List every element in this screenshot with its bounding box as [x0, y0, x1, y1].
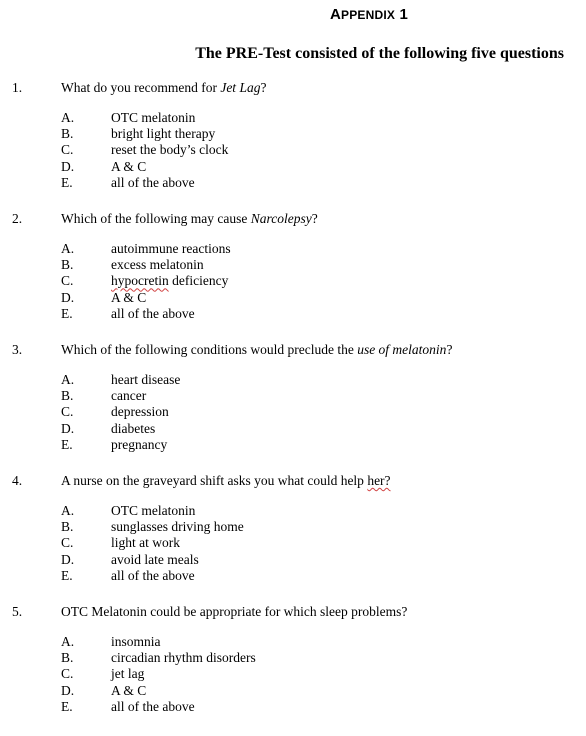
appendix-heading-initial: A [329, 6, 341, 23]
answer-option [0, 126, 586, 142]
answer-option [0, 273, 586, 289]
answer-option [0, 683, 586, 699]
option-text: sunglasses driving home [111, 519, 244, 535]
answer-option [0, 503, 586, 519]
option-letter: A. [61, 241, 75, 256]
option-text: all of the above [111, 305, 195, 321]
option-letter: E. [61, 698, 73, 714]
answer-options [0, 503, 586, 584]
option-letter: E. [61, 305, 73, 321]
option-letter: A. [61, 372, 75, 387]
option-letter: A. [61, 634, 75, 649]
question-text-end: ? [260, 80, 267, 95]
option-letter: B. [61, 388, 74, 404]
option-letter: D. [61, 551, 75, 567]
question-number: 2. [12, 211, 23, 226]
option-text: avoid late meals [111, 551, 199, 567]
answer-option [0, 388, 586, 404]
option-letter: C. [61, 535, 74, 551]
option-text: light at work [111, 535, 180, 551]
option-text-rest: deficiency [168, 273, 229, 289]
question-number: 3. [12, 342, 23, 357]
option-text: A & C [111, 158, 147, 174]
question-text-italic: Jet Lag [220, 80, 261, 95]
question-text-italic: Narcolepsy [250, 211, 312, 226]
option-text: circadian rhythm disorders [111, 650, 256, 666]
appendix-heading-number: 1 [395, 6, 408, 23]
answer-option [0, 421, 586, 437]
answer-option [0, 519, 586, 535]
option-letter: E. [61, 436, 73, 452]
answer-option [0, 634, 586, 650]
appendix-heading-rest: PPENDIX [340, 8, 396, 22]
option-letter: C. [61, 404, 74, 420]
option-text: all of the above [111, 174, 195, 190]
option-text [111, 273, 228, 289]
question-text: OTC Melatonin could be appropriate for which sleep problems? [61, 604, 408, 619]
document-subtitle: The PRE-Test consisted of the following five questions [195, 45, 564, 62]
option-letter: D. [61, 420, 75, 436]
question-text-end: ? [311, 211, 318, 226]
answer-option [0, 142, 586, 158]
option-text: A & C [111, 682, 147, 698]
answer-option [0, 290, 586, 306]
question-text [61, 473, 391, 489]
answer-options [0, 241, 586, 322]
answer-option [0, 404, 586, 420]
answer-option [0, 650, 586, 666]
question-text-plain: Which of the following may cause [61, 211, 251, 226]
question-text [61, 342, 452, 358]
answer-option [0, 110, 586, 126]
answer-option [0, 535, 586, 551]
question-number: 5. [12, 604, 23, 619]
option-text: jet lag [111, 666, 145, 682]
answer-option [0, 257, 586, 273]
option-letter: B. [61, 650, 74, 666]
option-text: bright light therapy [111, 126, 216, 142]
answer-option [0, 699, 586, 715]
spellcheck-word: her? [367, 473, 391, 488]
answer-options [0, 634, 586, 715]
option-letter: D. [61, 289, 75, 305]
answer-options [0, 110, 586, 191]
option-text: A & C [111, 289, 147, 305]
option-text: excess melatonin [111, 257, 204, 273]
question-text-italic: use of melatonin [357, 342, 447, 357]
option-text: all of the above [111, 567, 195, 583]
option-text: all of the above [111, 698, 195, 714]
option-letter: A. [61, 503, 75, 518]
appendix-heading [0, 6, 586, 23]
question-text-plain: A nurse on the graveyard shift asks you what could help [61, 473, 368, 488]
option-text: insomnia [111, 634, 161, 649]
option-text: depression [111, 404, 169, 420]
answer-option [0, 306, 586, 322]
answer-option [0, 241, 586, 257]
answer-option [0, 552, 586, 568]
option-text: cancer [111, 388, 147, 404]
option-letter: E. [61, 174, 73, 190]
option-text: autoimmune reactions [111, 241, 231, 256]
option-letter: A. [61, 110, 75, 125]
option-letter: E. [61, 567, 73, 583]
answer-option [0, 568, 586, 584]
question-text [61, 80, 266, 96]
question-text-end: ? [446, 342, 453, 357]
option-text: heart disease [111, 372, 181, 387]
option-letter: D. [61, 682, 75, 698]
option-letter: B. [61, 519, 74, 535]
answer-option [0, 372, 586, 388]
option-letter: C. [61, 273, 74, 289]
answer-option [0, 159, 586, 175]
option-letter: B. [61, 257, 74, 273]
option-letter: C. [61, 142, 74, 158]
question-number: 1. [12, 80, 23, 95]
option-letter: D. [61, 158, 75, 174]
answer-option [0, 437, 586, 453]
spellcheck-word: hypocretin [111, 273, 169, 289]
answer-option [0, 666, 586, 682]
question-text-plain: Which of the following conditions would preclude the [61, 342, 358, 357]
question-number: 4. [12, 473, 23, 488]
option-text: OTC melatonin [111, 110, 196, 125]
option-text: OTC melatonin [111, 503, 196, 518]
option-text: diabetes [111, 420, 156, 436]
question-text [61, 211, 318, 227]
option-text: reset the body’s clock [111, 142, 229, 158]
answer-options [0, 372, 586, 453]
answer-option [0, 175, 586, 191]
question-text-plain: What do you recommend for [61, 80, 221, 95]
option-letter: C. [61, 666, 74, 682]
option-text: pregnancy [111, 436, 168, 452]
option-letter: B. [61, 126, 74, 142]
